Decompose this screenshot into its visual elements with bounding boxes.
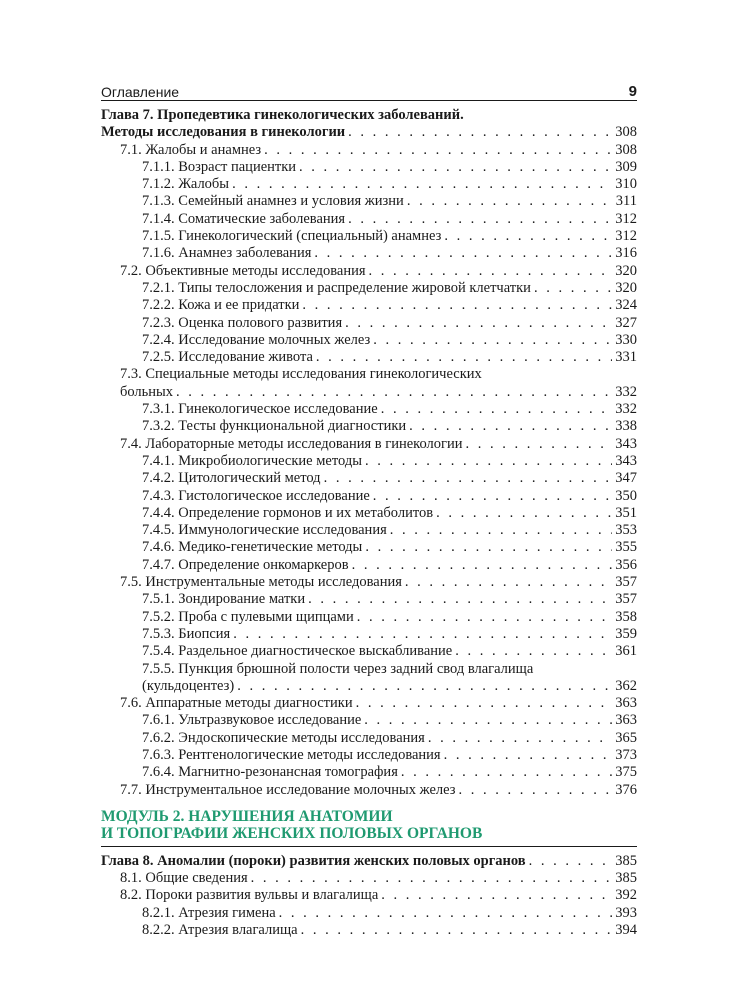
toc-entry-page: 363 — [615, 695, 637, 712]
toc-entry — [101, 661, 637, 678]
toc-entry-page: 385 — [615, 870, 637, 887]
dot-leader — [176, 384, 612, 401]
toc-entry — [101, 574, 637, 591]
toc-entry-label: 7.3. Специальные методы исследования гинекологических — [120, 366, 482, 383]
toc-entry-page: 316 — [615, 245, 637, 262]
dot-leader — [407, 193, 613, 210]
toc-entry — [101, 591, 637, 608]
dot-leader — [381, 401, 613, 418]
dot-leader — [455, 643, 612, 660]
dot-leader — [364, 712, 612, 729]
toc-entry-label: 7.2.4. Исследование молочных желез — [142, 331, 371, 348]
toc-entry-page: 394 — [615, 922, 637, 939]
toc-entry — [101, 193, 637, 210]
toc-entry-label: 7.2.3. Оценка полового развития — [142, 314, 343, 331]
toc-entry-label: Методы исследования в гинекологии — [101, 124, 346, 141]
toc-entry-label: 7.1.2. Жалобы — [142, 176, 230, 193]
toc-entry-page: 343 — [615, 435, 637, 452]
toc-entry-page: 309 — [615, 158, 637, 175]
toc-entry-label: 7.1.4. Соматические заболевания — [142, 210, 346, 227]
dot-leader — [345, 315, 612, 332]
toc-entry — [101, 211, 637, 228]
toc-entry-label: 7.2. Объективные методы исследования — [120, 262, 366, 279]
dot-leader — [444, 747, 613, 764]
toc-entry-page: 311 — [615, 193, 637, 210]
dot-leader — [264, 142, 612, 159]
toc-entry — [101, 107, 637, 124]
dot-leader — [301, 922, 613, 939]
dot-leader — [357, 609, 613, 626]
dot-leader — [401, 764, 612, 781]
toc-entry-page: 308 — [615, 141, 637, 158]
toc-entry-label: 7.3.1. Гинекологическое исследование — [142, 401, 378, 418]
toc-entry — [101, 712, 637, 729]
toc-entry-page: 350 — [615, 487, 637, 504]
toc-entry-page: 332 — [615, 383, 637, 400]
toc-entry-label: 7.1.5. Гинекологический (специальный) анамнез — [142, 228, 442, 245]
dot-leader — [373, 332, 612, 349]
toc-entry-label: 8.1. Общие сведения — [120, 870, 248, 887]
toc-entry — [101, 384, 637, 401]
toc-entry — [101, 747, 637, 764]
toc-list-chapter-7 — [101, 107, 637, 799]
dot-leader — [436, 505, 612, 522]
toc-entry — [101, 522, 637, 539]
dot-leader — [390, 522, 613, 539]
toc-entry-page: 331 — [615, 349, 637, 366]
toc-entry-page: 393 — [615, 904, 637, 921]
toc-entry-page: 357 — [615, 591, 637, 608]
toc-entry — [101, 228, 637, 245]
toc-entry-page: 358 — [615, 608, 637, 625]
toc-entry — [101, 280, 637, 297]
toc-entry-page: 343 — [615, 452, 637, 469]
page-number: 9 — [628, 83, 637, 100]
toc-entry — [101, 297, 637, 314]
toc-entry-label: 7.2.1. Типы телосложения и распределение жировой клетчатки — [142, 279, 531, 296]
toc-entry-page: 356 — [615, 556, 637, 573]
toc-entry — [101, 557, 637, 574]
toc-entry-label: 7.6.3. Рентгенологические методы исследования — [142, 746, 441, 763]
toc-entry — [101, 142, 637, 159]
toc-entry-label: 7.4.2. Цитологический метод — [142, 470, 321, 487]
toc-entry — [101, 853, 637, 870]
toc-entry-page: 324 — [615, 297, 637, 314]
toc-entry-label: больных — [120, 383, 174, 400]
toc-entry — [101, 366, 637, 383]
dot-leader — [316, 349, 612, 366]
toc-entry — [101, 626, 637, 643]
toc-entry-label: 7.1. Жалобы и анамнез — [120, 141, 262, 158]
toc-entry — [101, 349, 637, 366]
dot-leader — [352, 557, 613, 574]
toc-entry-page: 338 — [615, 418, 637, 435]
toc-entry-page: 312 — [615, 210, 637, 227]
toc-entry-label: 7.2.5. Исследование живота — [142, 349, 313, 366]
dot-leader — [302, 297, 612, 314]
dot-leader — [373, 488, 612, 505]
toc-entry — [101, 263, 637, 280]
dot-leader — [534, 280, 612, 297]
toc-entry-page: 353 — [615, 522, 637, 539]
toc-entry-page: 363 — [615, 712, 637, 729]
toc-page — [101, 78, 637, 939]
toc-entry-page: 310 — [615, 176, 637, 193]
dot-leader — [348, 211, 612, 228]
toc-entry-page: 308 — [615, 124, 637, 141]
toc-entry-label: 7.4. Лабораторные методы исследования в гинекологии — [120, 435, 463, 452]
toc-entry — [101, 436, 637, 453]
toc-entry-page: 320 — [615, 279, 637, 296]
toc-entry — [101, 315, 637, 332]
dot-leader — [232, 176, 612, 193]
toc-entry-page: 320 — [615, 262, 637, 279]
toc-entry-page: 373 — [615, 746, 637, 763]
toc-entry-page: 327 — [615, 314, 637, 331]
toc-entry — [101, 609, 637, 626]
module-heading — [101, 808, 637, 847]
toc-entry-label: 7.6.4. Магнитно-резонансная томография — [142, 764, 398, 781]
toc-entry-label: Глава 8. Аномалии (пороки) развития женских половых органов — [101, 852, 526, 869]
toc-entry — [101, 488, 637, 505]
dot-leader — [458, 782, 612, 799]
toc-entry-page: 312 — [615, 228, 637, 245]
toc-entry-label: 7.4.5. Иммунологические исследования — [142, 522, 387, 539]
dot-leader — [529, 853, 613, 870]
toc-entry — [101, 245, 637, 262]
dot-leader — [465, 436, 612, 453]
toc-entry-page: 362 — [615, 677, 637, 694]
toc-entry-label: 7.4.7. Определение онкомаркеров — [142, 556, 349, 573]
dot-leader — [369, 263, 613, 280]
toc-entry-label: Глава 7. Пропедевтика гинекологических заболеваний. — [101, 107, 464, 123]
toc-entry — [101, 176, 637, 193]
toc-entry-label: 8.2.2. Атрезия влагалища — [142, 922, 298, 939]
dot-leader — [444, 228, 612, 245]
dot-leader — [237, 678, 612, 695]
module-heading-line-1: МОДУЛЬ 2. НАРУШЕНИЯ АНАТОМИИ — [101, 807, 393, 825]
toc-entry — [101, 401, 637, 418]
dot-leader — [409, 418, 612, 435]
toc-entry — [101, 453, 637, 470]
dot-leader — [381, 887, 612, 904]
toc-entry-label: 7.4.3. Гистологическое исследование — [142, 487, 370, 504]
toc-entry — [101, 159, 637, 176]
toc-entry-label: 7.4.1. Микробиологические методы — [142, 452, 362, 469]
toc-entry-label: 7.2.2. Кожа и ее придатки — [142, 297, 300, 314]
toc-entry-label: 8.2.1. Атрезия гимена — [142, 904, 276, 921]
dot-leader — [233, 626, 612, 643]
running-header — [101, 78, 637, 101]
dot-leader — [348, 124, 612, 141]
dot-leader — [279, 905, 613, 922]
toc-entry-label: 7.4.6. Медико-генетические методы — [142, 539, 363, 556]
toc-entry — [101, 730, 637, 747]
dot-leader — [324, 470, 613, 487]
toc-entry-label: 7.5.5. Пункция брюшной полости через задний свод влагалища — [142, 660, 534, 677]
toc-entry-label: 7.6.2. Эндоскопические методы исследования — [142, 729, 425, 746]
dot-leader — [299, 159, 612, 176]
toc-entry — [101, 332, 637, 349]
dot-leader — [308, 591, 612, 608]
toc-entry — [101, 678, 637, 695]
toc-entry-label: 7.5.2. Проба с пулевыми щипцами — [142, 608, 354, 625]
dot-leader — [405, 574, 612, 591]
toc-entry — [101, 782, 637, 799]
dot-leader — [365, 539, 612, 556]
toc-entry — [101, 870, 637, 887]
toc-entry-page: 347 — [615, 470, 637, 487]
toc-entry — [101, 539, 637, 556]
toc-entry-label: 7.6. Аппаратные методы диагностики — [120, 695, 353, 712]
toc-entry — [101, 887, 637, 904]
dot-leader — [365, 453, 612, 470]
toc-entry-page: 357 — [615, 574, 637, 591]
toc-entry-page: 365 — [615, 729, 637, 746]
toc-entry — [101, 124, 637, 141]
toc-entry — [101, 905, 637, 922]
toc-entry — [101, 922, 637, 939]
toc-entry-page: 385 — [615, 852, 637, 869]
toc-list-chapter-8 — [101, 853, 637, 939]
toc-entry-label: 7.5.3. Биопсия — [142, 625, 231, 642]
toc-entry-label: 7.1.1. Возраст пациентки — [142, 158, 297, 175]
toc-entry-label: 7.5. Инструментальные методы исследования — [120, 574, 402, 591]
toc-entry — [101, 643, 637, 660]
toc-entry — [101, 695, 637, 712]
toc-entry — [101, 418, 637, 435]
toc-entry-label: 7.1.3. Семейный анамнез и условия жизни — [142, 193, 404, 210]
toc-entry-page: 355 — [615, 539, 637, 556]
toc-entry-page: 351 — [615, 504, 637, 521]
toc-entry-page: 330 — [615, 331, 637, 348]
toc-entry-label: 7.5.1. Зондирование матки — [142, 591, 306, 608]
toc-entry-label: 8.2. Пороки развития вульвы и влагалища — [120, 887, 379, 904]
toc-entry-page: 376 — [615, 781, 637, 798]
toc-entry-page: 375 — [615, 764, 637, 781]
toc-entry — [101, 505, 637, 522]
header-title: Оглавление — [101, 84, 180, 100]
toc-entry-label: (кульдоцентез) — [142, 677, 235, 694]
dot-leader — [428, 730, 612, 747]
toc-entry-label: 7.5.4. Раздельное диагностическое выскабливание — [142, 643, 453, 660]
toc-entry-page: 361 — [615, 643, 637, 660]
toc-entry-page: 332 — [615, 401, 637, 418]
toc-entry-page: 392 — [615, 887, 637, 904]
dot-leader — [314, 245, 612, 262]
toc-entry — [101, 470, 637, 487]
toc-entry-label: 7.6.1. Ультразвуковое исследование — [142, 712, 362, 729]
toc-entry-label: 7.3.2. Тесты функциональной диагностики — [142, 418, 407, 435]
toc-entry — [101, 764, 637, 781]
toc-entry-label: 7.1.6. Анамнез заболевания — [142, 245, 312, 262]
toc-entry-label: 7.7. Инструментальное исследование молочных желез — [120, 781, 456, 798]
toc-entry-page: 359 — [615, 625, 637, 642]
dot-leader — [251, 870, 613, 887]
dot-leader — [356, 695, 613, 712]
toc-entry-label: 7.4.4. Определение гормонов и их метаболитов — [142, 504, 434, 521]
module-heading-line-2: И ТОПОГРАФИИ ЖЕНСКИХ ПОЛОВЫХ ОРГАНОВ — [101, 824, 483, 842]
